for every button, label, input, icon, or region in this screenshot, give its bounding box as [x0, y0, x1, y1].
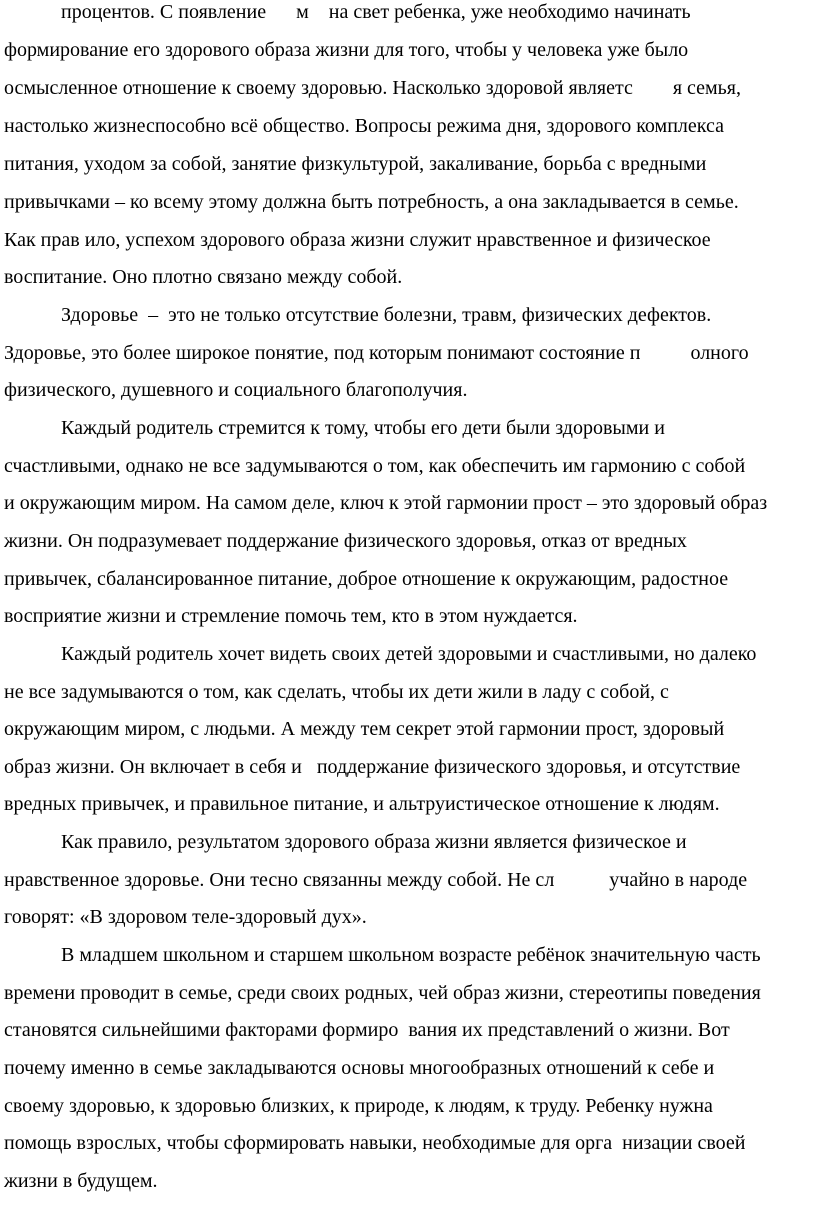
text-line: Здоровье, это более широкое понятие, под которым понимают состояние п олного — [4, 342, 749, 364]
text-line: помощь взрослых, чтобы сформировать навыки, необходимые для орга низации своей — [4, 1132, 746, 1154]
text-line: процентов. С появление м на свет ребенка, уже необходимо начинать — [61, 1, 691, 23]
text-line: восприятие жизни и стремление помочь тем, кто в этом нуждается. — [4, 605, 578, 627]
text-line: формирование его здорового образа жизни для того, чтобы у человека уже было — [4, 39, 689, 61]
text-line: жизни. Он подразумевает поддержание физического здоровья, отказ от вредных — [4, 530, 687, 552]
text-line: Каждый родитель хочет видеть своих детей здоровыми и счастливыми, но далеко — [61, 643, 757, 665]
text-line: осмысленное отношение к своему здоровью. Насколько здоровой являетс я семья, — [4, 77, 742, 99]
text-line: говорят: «В здоровом теле-здоровый дух». — [4, 906, 367, 928]
text-line: настолько жизнеспособно всё общество. Вопросы режима дня, здорового комплекса — [4, 115, 724, 137]
text-line: физического, душевного и социального благополучия. — [4, 379, 468, 401]
text-line: счастливыми, однако не все задумываются о том, как обеспечить им гармонию с собой — [4, 455, 746, 477]
text-line: нравственное здоровье. Они тесно связанны между собой. Не сл учайно в народе — [4, 869, 748, 891]
text-line: и окружающим миром. На самом деле, ключ к этой гармонии прост – это здоровый образ — [4, 492, 768, 514]
text-line: питания, уходом за собой, занятие физкультурой, закаливание, борьба с вредными — [4, 153, 707, 175]
text-line: образ жизни. Он включает в себя и поддержание физического здоровья, и отсутствие — [4, 756, 741, 778]
text-line: привычек, сбалансированное питание, доброе отношение к окружающим, радостное — [4, 568, 729, 590]
text-line: не все задумываются о том, как сделать, чтобы их дети жили в ладу с собой, с — [4, 681, 669, 703]
text-line: Как правило, результатом здорового образа жизни является физическое и — [61, 831, 687, 853]
text-line: времени проводит в семье, среди своих родных, чей образ жизни, стереотипы поведения — [4, 982, 761, 1004]
text-line: привычками – ко всему этому должна быть потребность, а она закладывается в семье. — [4, 191, 739, 213]
text-line: В младшем школьном и старшем школьном возрасте ребёнок значительную часть — [61, 944, 761, 966]
text-line: Здоровье – это не только отсутствие болезни, травм, физических дефектов. — [61, 304, 712, 326]
text-line: становятся сильнейшими факторами формиро вания их представлений о жизни. Вот — [4, 1019, 730, 1041]
text-line: своему здоровью, к здоровью близких, к природе, к людям, к труду. Ребенку нужна — [4, 1095, 713, 1117]
text-line: окружающим миром, с людьми. А между тем секрет этой гармонии прост, здоровый — [4, 718, 725, 740]
text-line: Каждый родитель стремится к тому, чтобы его дети были здоровыми и — [61, 417, 665, 439]
text-line: почему именно в семье закладываются основы многообразных отношений к себе и — [4, 1057, 715, 1079]
text-line: вредных привычек, и правильное питание, и альтруистическое отношение к людям. — [4, 793, 720, 815]
text-line: Как прав ило, успехом здорового образа жизни служит нравственное и физическое — [4, 229, 711, 251]
text-line: жизни в будущем. — [4, 1170, 158, 1192]
text-line: воспитание. Оно плотно связано между собой. — [4, 266, 403, 288]
